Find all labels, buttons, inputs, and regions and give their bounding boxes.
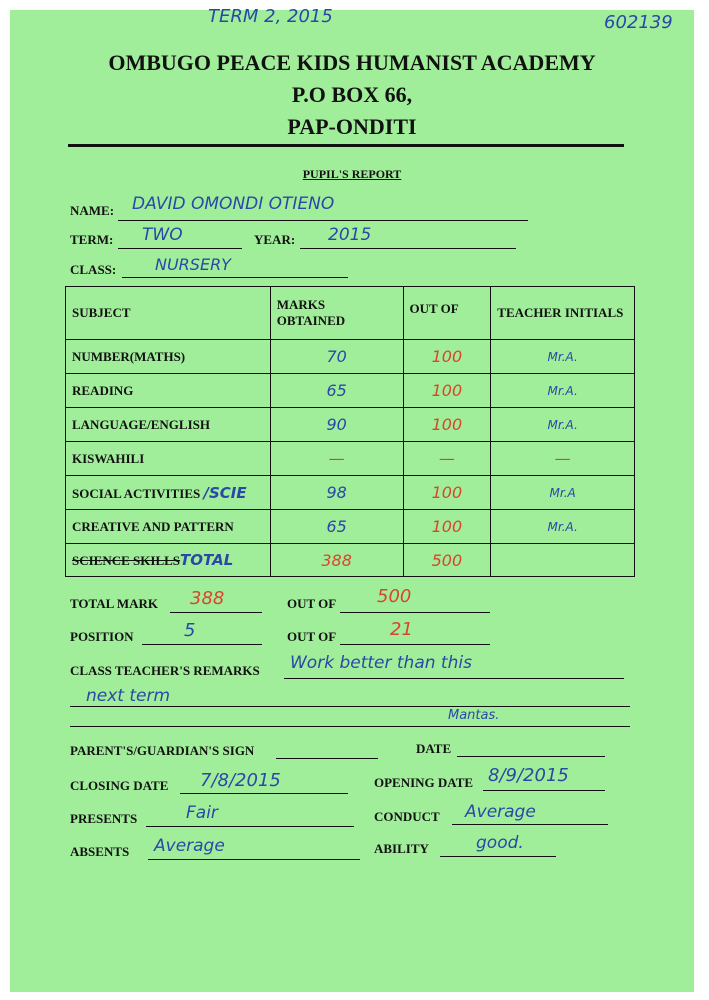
header-out-of: OUT OF: [403, 287, 491, 340]
table-row-total: [66, 544, 635, 577]
year-label: YEAR:: [254, 232, 296, 247]
row-marks: 98: [326, 483, 347, 502]
opening-date-line: [483, 790, 605, 791]
remarks-text-2: next term: [86, 686, 171, 706]
position-line: [142, 644, 262, 645]
name-line: [118, 220, 528, 221]
term-line: [118, 248, 242, 249]
header-divider: [68, 144, 624, 147]
remarks-line-3: [70, 726, 630, 727]
remarks-text-1: Work better than this: [290, 653, 472, 673]
row-subject: SOCIAL ACTIVITIES: [72, 485, 201, 501]
total-out-of-line: [340, 612, 490, 613]
class-label: CLASS:: [70, 262, 117, 277]
conduct-label: CONDUCT: [374, 809, 440, 824]
position-out-of-value: 21: [390, 619, 413, 640]
presents-label: PRESENTS: [70, 811, 138, 826]
parent-sign-line: [276, 758, 378, 759]
position-value: 5: [184, 620, 196, 641]
position-out-of-label: OUT OF: [287, 629, 337, 644]
name-value: DAVID OMONDI OTIENO: [132, 194, 335, 214]
row-out-of: 500: [431, 550, 463, 570]
name-label: NAME:: [70, 203, 115, 218]
parent-sign-label: PARENT'S/GUARDIAN'S SIGN: [70, 743, 255, 758]
remarks-line-2: [70, 706, 630, 707]
row-subject: CREATIVE AND PATTERN: [66, 510, 271, 544]
term-note: TERM 2, 2015: [208, 6, 333, 27]
total-out-of-label: OUT OF: [287, 596, 337, 611]
row-out-of: 100: [431, 483, 463, 502]
header-subject: SUBJECT: [66, 287, 271, 340]
teacher-signature: Mantas.: [448, 708, 500, 723]
serial-number: 602139: [604, 12, 673, 33]
absents-label: ABSENTS: [70, 844, 130, 859]
conduct-line: [452, 824, 608, 825]
position-out-of-line: [340, 644, 490, 645]
row-out-of: 100: [431, 517, 463, 536]
absents-line: [148, 859, 360, 860]
school-name: OMBUGO PEACE KIDS HUMANIST ACADEMY: [108, 50, 596, 75]
row-subject: READING: [66, 374, 271, 408]
row-initials: Mr.A.: [547, 417, 578, 432]
row-initials: Mr.A.: [547, 349, 578, 364]
row-marks: 65: [326, 517, 347, 536]
ability-line: [440, 856, 556, 857]
row-out-of: 100: [431, 415, 463, 434]
presents-line: [146, 826, 354, 827]
closing-date-line: [180, 793, 348, 794]
row-out-of: 100: [431, 347, 463, 366]
remarks-line-1: [284, 678, 624, 679]
class-line: [122, 277, 348, 278]
table-header-row: [66, 287, 635, 340]
closing-date-value: 7/8/2015: [200, 770, 281, 791]
row-subject-suffix: TOTAL: [180, 551, 234, 569]
row-out-of: —: [438, 449, 455, 468]
date-label: DATE: [416, 741, 452, 756]
row-marks: 388: [321, 550, 352, 570]
report-sheet: [10, 6, 694, 992]
row-subject: LANGUAGE/ENGLISH: [66, 408, 271, 442]
row-marks: 90: [326, 415, 347, 434]
total-out-of-value: 500: [377, 586, 412, 607]
school-address: P.O BOX 66,: [291, 82, 413, 107]
row-subject: KISWAHILI: [66, 442, 271, 476]
term-value: TWO: [142, 225, 183, 245]
year-value: 2015: [328, 225, 372, 245]
total-mark-line: [170, 612, 262, 613]
row-marks: 65: [326, 381, 347, 400]
ability-value: good.: [476, 833, 524, 853]
class-value: NURSERY: [155, 255, 231, 274]
row-initials: Mr.A.: [547, 519, 578, 534]
row-initials: —: [554, 449, 571, 468]
row-subject: SCIENCE SKILLS: [72, 553, 181, 568]
remarks-label: CLASS TEACHER'S REMARKS: [70, 663, 260, 678]
row-marks: 70: [326, 347, 347, 366]
total-mark-label: TOTAL MARK: [70, 596, 159, 611]
term-label: TERM:: [70, 232, 114, 247]
year-line: [300, 248, 516, 249]
ability-label: ABILITY: [374, 841, 429, 856]
table-row: [66, 476, 635, 510]
header-initials: TEACHER INITIALS: [491, 287, 635, 340]
closing-date-label: CLOSING DATE: [70, 778, 169, 793]
row-out-of: 100: [431, 381, 463, 400]
absents-value: Average: [154, 836, 225, 856]
row-subject: NUMBER(MATHS): [66, 340, 271, 374]
row-initials: Mr.A.: [547, 383, 578, 398]
header-marks: MARKS OBTAINED: [270, 287, 403, 340]
report-heading: PUPIL'S REPORT: [302, 167, 402, 181]
date-line: [457, 756, 605, 757]
row-marks: —: [328, 449, 345, 468]
row-initials: Mr.A: [549, 485, 576, 500]
presents-value: Fair: [186, 803, 218, 823]
table-row: [66, 408, 635, 442]
table-row: [66, 340, 635, 374]
table-row: [66, 442, 635, 476]
position-label: POSITION: [70, 629, 134, 644]
conduct-value: Average: [465, 802, 536, 822]
table-row: [66, 374, 635, 408]
table-row: [66, 510, 635, 544]
marks-table: [65, 286, 635, 577]
school-location: PAP-ONDITI: [287, 114, 417, 139]
opening-date-value: 8/9/2015: [488, 765, 569, 786]
row-subject-suffix: /SCIE: [203, 483, 247, 502]
total-mark-value: 388: [190, 588, 225, 609]
opening-date-label: OPENING DATE: [374, 775, 474, 790]
